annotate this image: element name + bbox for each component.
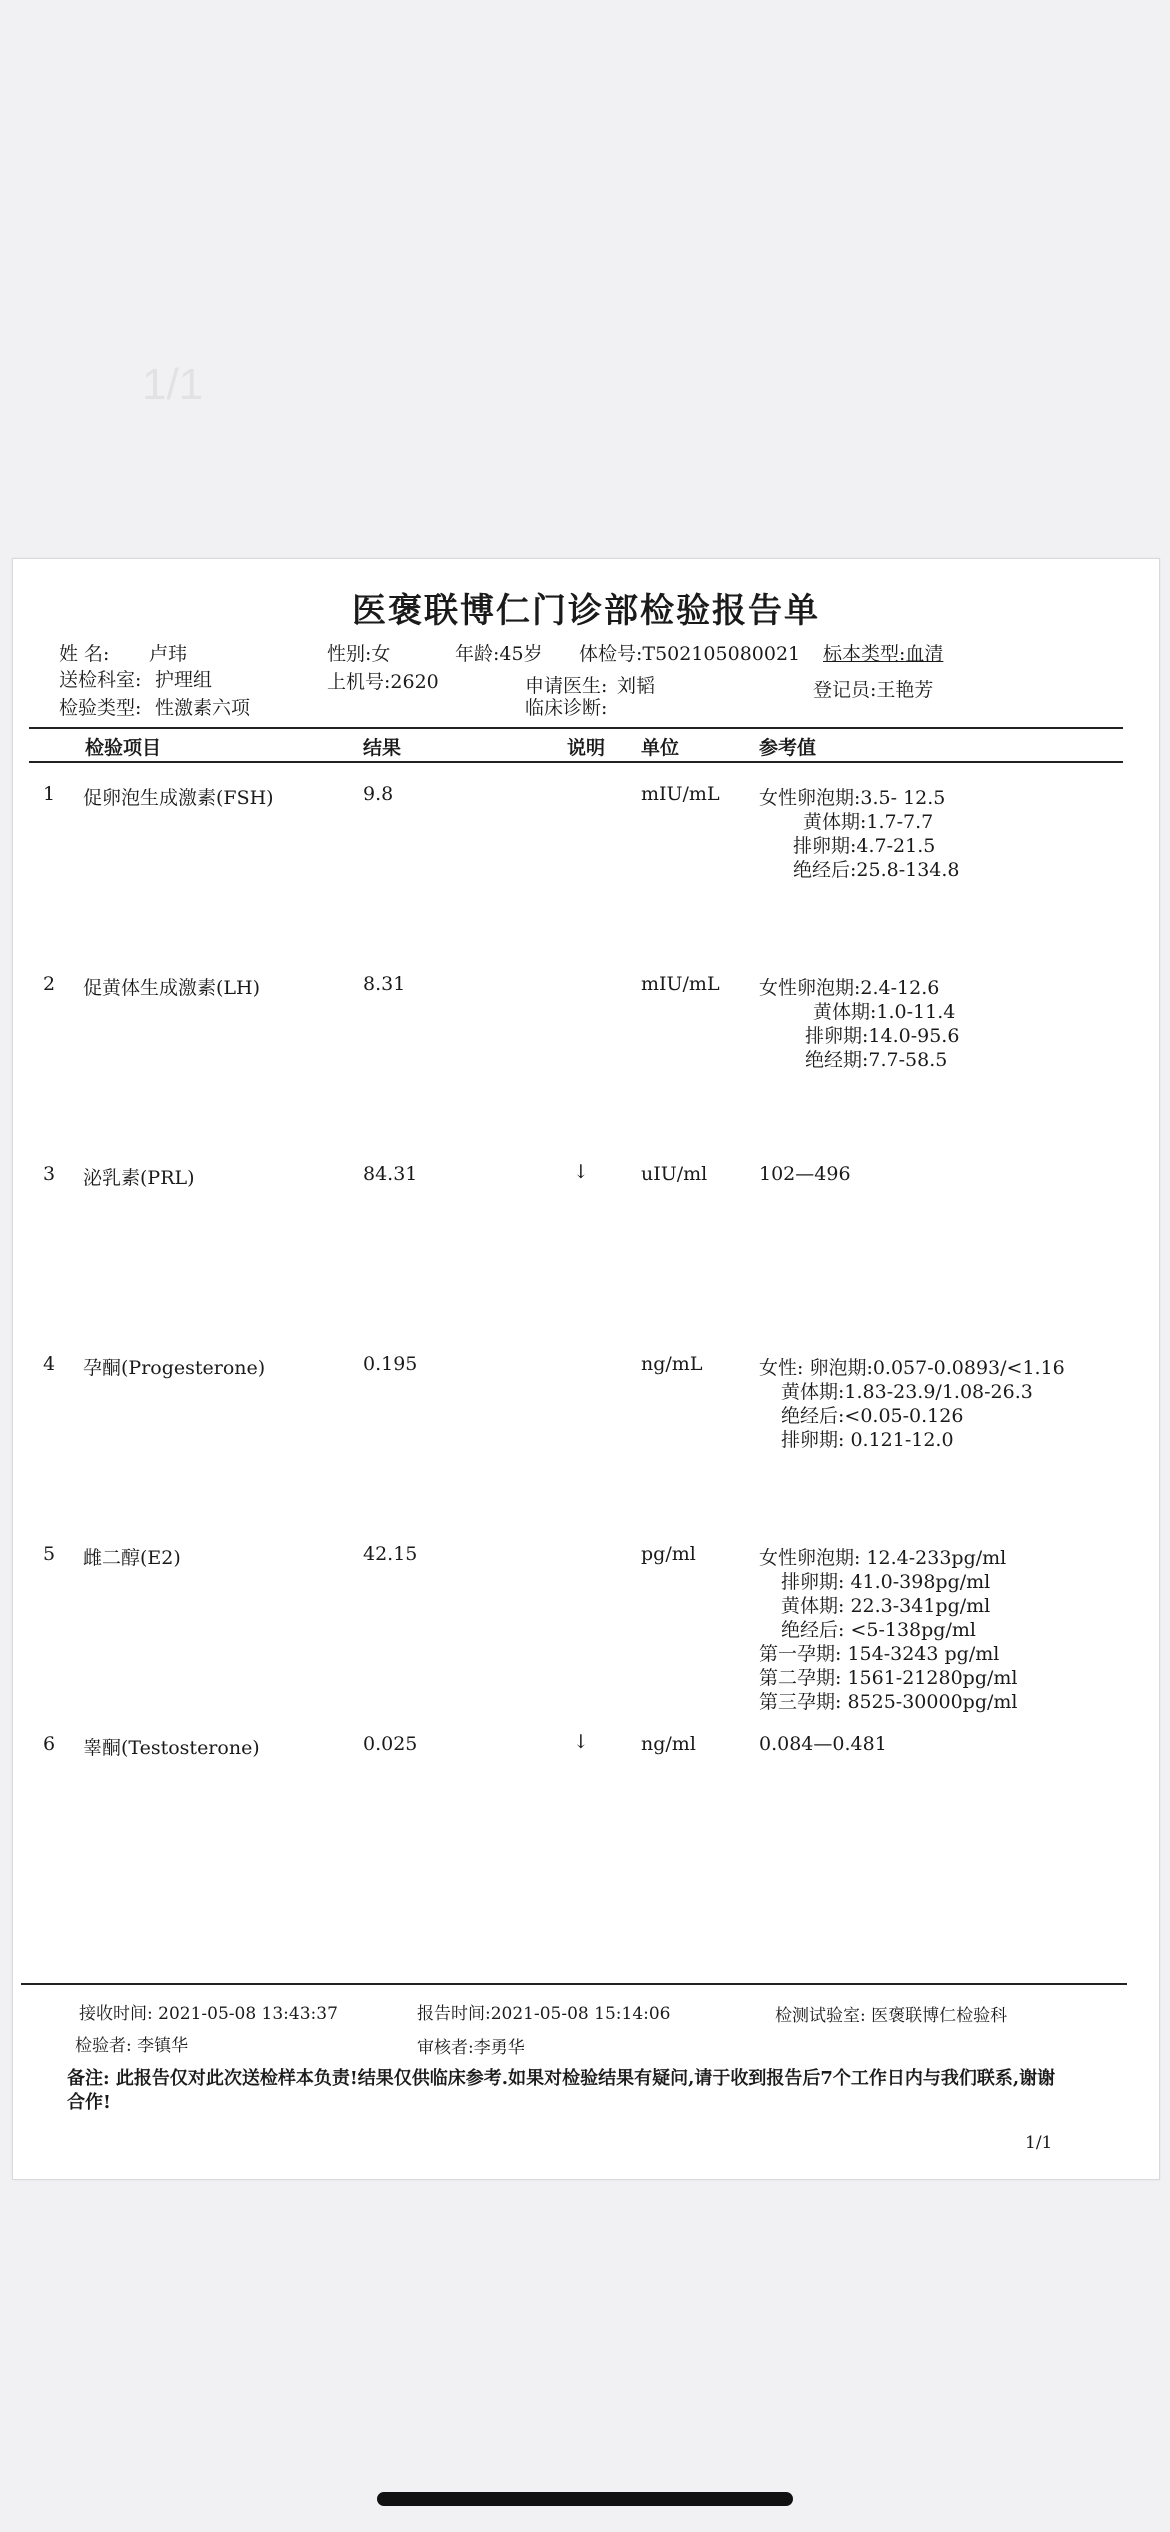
- row-ref-line: 女性卵泡期:3.5- 12.5: [759, 787, 946, 809]
- row-ref-line: 第三孕期: 8525-30000pg/ml: [759, 1691, 1018, 1713]
- patient-name-label: 姓 名:: [59, 643, 110, 665]
- row-item: 促黄体生成激素(LH): [83, 977, 261, 999]
- row-ref-line: 第二孕期: 1561-21280pg/ml: [759, 1667, 1018, 1689]
- row-unit: uIU/ml: [641, 1163, 708, 1185]
- row-ref-line: 黄体期:1.7-7.7: [803, 811, 934, 833]
- row-ref-line: 绝经后: <5-138pg/ml: [781, 1619, 976, 1641]
- report-time: 报告时间:2021-05-08 15:14:06: [417, 2004, 671, 2024]
- doctor-value: 刘韬: [617, 675, 656, 697]
- lab-name: 检测试验室: 医褒联博仁检验科: [775, 2006, 1008, 2026]
- row-number: 2: [43, 973, 56, 995]
- row-result: 42.15: [363, 1543, 418, 1565]
- row-ref-line: 绝经后:25.8-134.8: [793, 859, 960, 881]
- doctor-label: 申请医生:: [525, 675, 608, 697]
- row-number: 5: [43, 1543, 56, 1565]
- reviewer: 审核者:李勇华: [417, 2038, 525, 2058]
- patient-gender: 性别:女: [327, 643, 391, 665]
- tester: 检验者: 李镇华: [75, 2036, 189, 2056]
- row-number: 1: [43, 783, 56, 805]
- lab-report-sheet: [12, 558, 1160, 2180]
- clinical-diagnosis: 临床诊断:: [525, 697, 608, 719]
- row-ref-line: 绝经后:<0.05-0.126: [781, 1405, 964, 1427]
- row-result: 8.31: [363, 973, 406, 995]
- row-ref-line: 女性卵泡期: 12.4-233pg/ml: [759, 1547, 1007, 1569]
- row-ref-line: 第一孕期: 154-3243 pg/ml: [759, 1643, 1000, 1665]
- col-header-result: 结果: [363, 737, 402, 759]
- row-item: 孕酮(Progesterone): [83, 1357, 266, 1379]
- row-ref-line: 女性: 卵泡期:0.057-0.0893/<1.16: [759, 1357, 1065, 1379]
- header-top-rule: [29, 727, 1123, 729]
- recorder: 登记员:王艳芳: [813, 679, 934, 701]
- col-header-unit: 单位: [641, 737, 680, 759]
- row-unit: ng/ml: [641, 1733, 696, 1755]
- row-item: 促卵泡生成激素(FSH): [83, 787, 274, 809]
- row-result: 0.195: [363, 1353, 418, 1375]
- row-ref-line: 绝经期:7.7-58.5: [805, 1049, 948, 1071]
- row-unit: mIU/mL: [641, 973, 720, 995]
- specimen-type: 标本类型:血清: [823, 643, 944, 665]
- row-ref-line: 102—496: [759, 1163, 851, 1185]
- patient-name: 卢玮: [149, 643, 188, 665]
- header-bottom-rule: [29, 761, 1123, 763]
- row-number: 6: [43, 1733, 56, 1755]
- row-ref-line: 黄体期:1.0-11.4: [813, 1001, 956, 1023]
- dept-value: 护理组: [155, 669, 213, 691]
- machine-number: 上机号:2620: [327, 671, 439, 693]
- row-unit: ng/mL: [641, 1353, 703, 1375]
- received-time: 接收时间: 2021-05-08 13:43:37: [79, 2004, 338, 2024]
- low-flag-arrow-icon: ↓: [573, 1161, 589, 1183]
- row-ref-line: 黄体期:1.83-23.9/1.08-26.3: [781, 1381, 1033, 1403]
- row-ref-line: 0.084—0.481: [759, 1733, 887, 1755]
- test-type-label: 检验类型:: [59, 697, 142, 719]
- patient-age: 年龄:45岁: [455, 643, 543, 665]
- page-number: 1/1: [1025, 2133, 1053, 2153]
- dept-label: 送检科室:: [59, 669, 142, 691]
- row-ref-line: 女性卵泡期:2.4-12.6: [759, 977, 940, 999]
- test-type-value: 性激素六项: [155, 697, 251, 719]
- row-unit: pg/ml: [641, 1543, 696, 1565]
- row-item: 雌二醇(E2): [83, 1547, 181, 1569]
- row-item: 睾酮(Testosterone): [83, 1737, 260, 1759]
- home-indicator[interactable]: [377, 2492, 793, 2506]
- footer-rule: [21, 1983, 1127, 1985]
- row-ref-line: 黄体期: 22.3-341pg/ml: [781, 1595, 991, 1617]
- low-flag-arrow-icon: ↓: [573, 1731, 589, 1753]
- row-ref-line: 排卵期: 41.0-398pg/ml: [781, 1571, 991, 1593]
- row-ref-line: 排卵期: 0.121-12.0: [781, 1429, 954, 1451]
- row-number: 4: [43, 1353, 56, 1375]
- row-number: 3: [43, 1163, 56, 1185]
- row-result: 84.31: [363, 1163, 418, 1185]
- col-header-note: 说明: [567, 737, 606, 759]
- row-result: 9.8: [363, 783, 394, 805]
- row-unit: mIU/mL: [641, 783, 720, 805]
- report-title: 医褒联博仁门诊部检验报告单: [352, 591, 820, 631]
- col-header-item: 检验项目: [85, 737, 162, 759]
- row-item: 泌乳素(PRL): [83, 1167, 195, 1189]
- row-ref-line: 排卵期:4.7-21.5: [793, 835, 936, 857]
- row-result: 0.025: [363, 1733, 418, 1755]
- report-note: 备注: 此报告仅对此次送检样本负责!结果仅供临床参考.如果对检验结果有疑问,请于收到报告后7个工作日内与我们联系,谢谢合作!: [67, 2068, 1056, 2113]
- exam-number: 体检号:T502105080021: [579, 643, 801, 665]
- row-ref-line: 排卵期:14.0-95.6: [805, 1025, 960, 1047]
- page-indicator: 1/1: [142, 360, 204, 409]
- col-header-ref: 参考值: [759, 737, 817, 759]
